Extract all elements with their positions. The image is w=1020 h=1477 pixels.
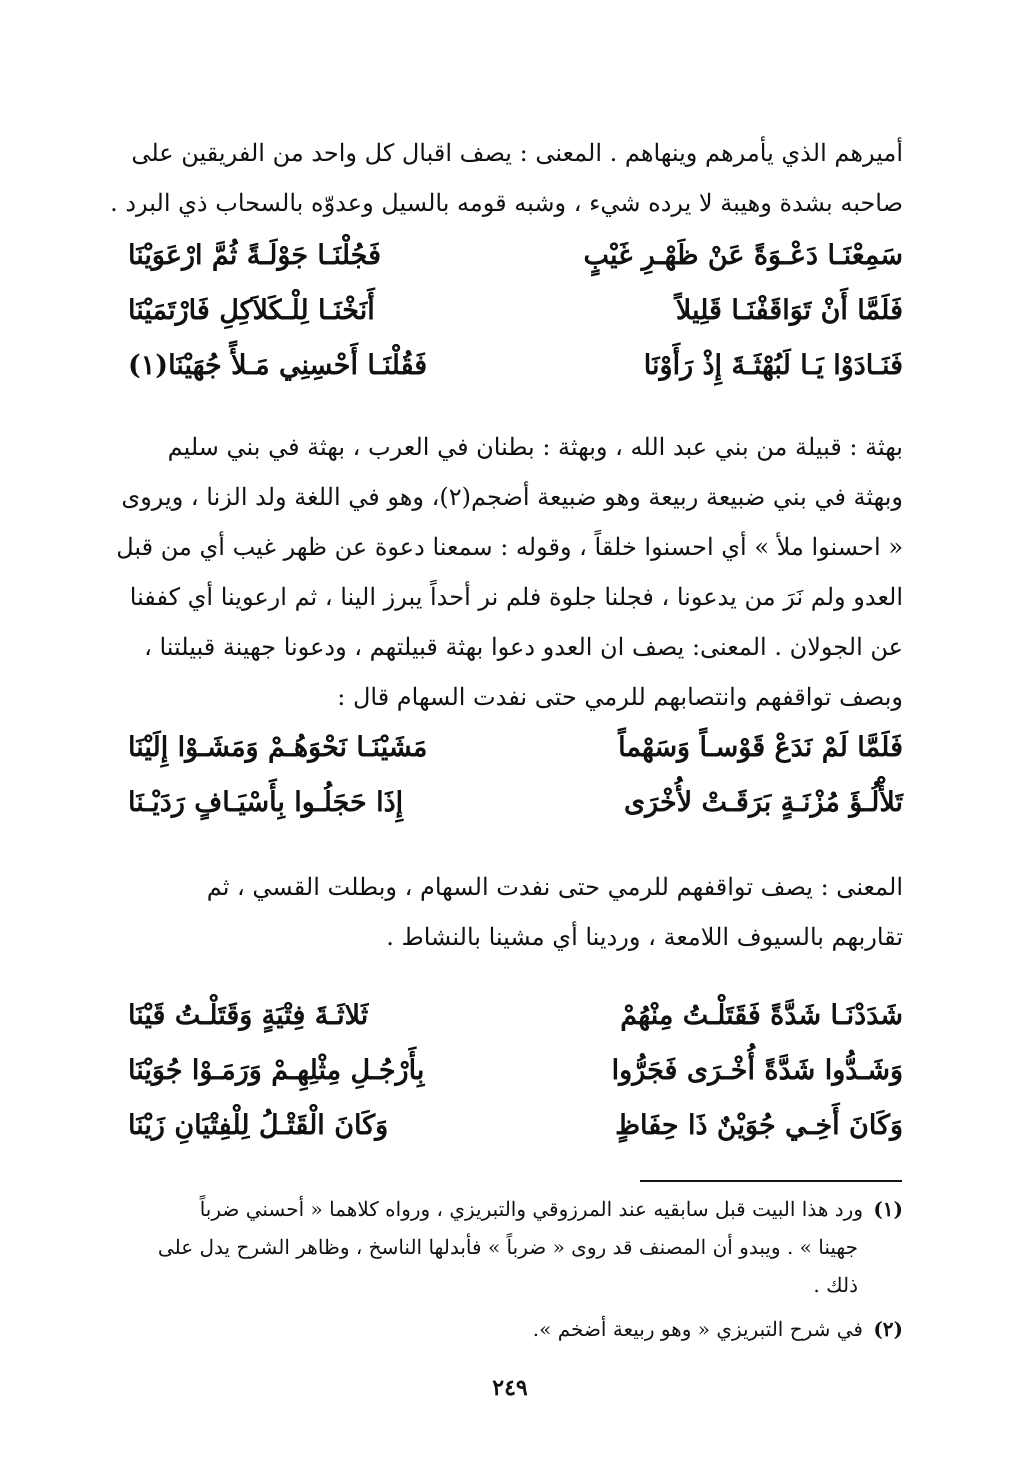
text-line: أميرهم الذي يأمرهم وينهاهم . المعنى : يصف اقبال كل واحد من الفريقين على — [131, 139, 903, 167]
footnote-1 — [128, 1190, 903, 1304]
hemistich-first: وَكَانَ أَخِـي جُوَيْنٌ ذَا حِفَاظٍ — [615, 1110, 903, 1141]
hemistich-second: بِأَرْجُـلِ مِثْلِهِـمْ وَرَمَـوْا جُوَيْنَا — [128, 1055, 425, 1086]
poem-block-3 — [128, 988, 903, 1153]
footnote-text: جهينا » . ويبدو أن المصنف قد روى « ضرباً » فأبدلها الناسخ ، وظاهر الشرح يدل على — [157, 1235, 858, 1259]
hemistich-first: فَلَمَّا لَمْ نَدَعْ قَوْسـاً وَسَهْماً — [618, 732, 903, 763]
footnote-number: (٢) — [873, 1317, 903, 1341]
text-line: تقاربهم بالسيوف اللامعة ، وردينا أي مشينا بالنشاط . — [386, 923, 903, 951]
commentary-paragraph — [116, 422, 903, 722]
footnote-2 — [128, 1310, 903, 1348]
meaning-paragraph — [128, 862, 903, 962]
hemistich-first: فَنَـادَوْا يَـا لَبُهْثَـةَ إِذْ رَأَوْنَا — [643, 350, 903, 381]
hemistich-second: إِذَا حَجَلُـوا بِأَسْيَـافٍ رَدَيْـنَا — [128, 787, 404, 818]
poem-block-2 — [128, 720, 903, 830]
hemistich-first: تَلأْلُـؤَ مُزْنَـةٍ بَرَقَـتْ لأُخْرَى — [623, 787, 903, 818]
verse-line — [128, 1043, 903, 1098]
footnote-1-first-line — [128, 1190, 903, 1228]
footnote-2-line — [128, 1310, 903, 1348]
footnote-text: ذلك . — [813, 1273, 858, 1297]
verse-line — [128, 283, 903, 338]
hemistich-first: شَدَدْنَـا شَدَّةً فَقَتَلْـتُ مِنْهُمْ — [620, 1000, 903, 1031]
hemistich-second: أَنَخْنَـا لِلْـكَلاَكِلِ فَارْتَمَيْنَا — [128, 295, 375, 326]
footnote-number: (١) — [873, 1197, 903, 1221]
hemistich-first: وَشَـدُّوا شَدَّةً أُخْـرَى فَجَرُّوا — [611, 1055, 903, 1086]
hemistich-second: فَجُلْنَـا جَوْلَـةً ثُمَّ ارْعَوَيْنَا — [128, 240, 381, 271]
verse-line — [128, 988, 903, 1043]
hemistich-second: مَشَيْنَـا نَحْوَهُـمْ وَمَشَـوْا إِلَيْنَا — [128, 732, 428, 763]
text-line: وبصف تواقفهم وانتصابهم للرمي حتى نفدت السهام قال : — [337, 683, 903, 711]
text-line: عن الجولان . المعنى: يصف ان العدو دعوا بهثة قبيلتهم ، ودعونا جهينة قبيلتنا ، — [144, 633, 903, 661]
hemistich-second: ثَلاثَـةَ فِتْيَةٍ وَقَتَلْـتُ قَيْنَا — [128, 1000, 369, 1031]
page-number: ٢٤٩ — [492, 1375, 528, 1401]
text-line: « احسنوا ملأ » أي احسنوا خلقاً ، وقوله : سمعنا دعوة عن ظهر غيب أي من قبل — [116, 533, 903, 561]
text-line: المعنى : يصف تواقفهم للرمي حتى نفدت السهام ، وبطلت القسي ، ثم — [206, 873, 903, 901]
text-line: العدو ولم نَرَ من يدعونا ، فجلنا جلوة فلم نر أحداً يبرز الينا ، ثم ارعوينا أي كففنا — [129, 583, 903, 611]
intro-paragraph — [110, 128, 903, 228]
hemistich-second: وَكَانَ الْقَتْـلُ لِلْفِتْيَانِ زَيْنَا — [128, 1110, 389, 1141]
verse-line — [128, 228, 903, 283]
hemistich-second: فَقُلْنَـا أَحْسِنِي مَـلأً جُهَيْنَا(١) — [128, 350, 428, 381]
verse-line — [128, 720, 903, 775]
hemistich-first: سَمِعْنَـا دَعْـوَةً عَنْ ظَهْـرِ غَيْبٍ — [583, 240, 903, 271]
verse-line — [128, 775, 903, 830]
footnote-text: في شرح التبريزي « وهو ربيعة أضخم ». — [532, 1317, 863, 1341]
footnote-separator — [640, 1180, 902, 1182]
poem-block-1 — [128, 228, 903, 393]
hemistich-first: فَلَمَّا أَنْ تَوَاقَفْنَـا قَلِيلاً — [675, 295, 903, 326]
text-line: وبهثة في بني ضبيعة ربيعة وهو ضبيعة أضجم(٢)، وهو في اللغة ولد الزنا ، ويروى — [121, 483, 903, 511]
footnote-text: ورد هذا البيت قبل سابقيه عند المرزوقي والتبريزي ، ورواه كلاهما « أحسني ضرباً — [199, 1197, 863, 1221]
text-line: بهثة : قبيلة من بني عبد الله ، وبهثة : بطنان في العرب ، بهثة في بني سليم — [167, 433, 903, 461]
verse-line — [128, 338, 903, 393]
text-line: صاحبه بشدة وهيبة لا يرده شيء ، وشبه قومه بالسيل وعدوّه بالسحاب ذي البرد . — [110, 189, 903, 217]
verse-line — [128, 1098, 903, 1153]
